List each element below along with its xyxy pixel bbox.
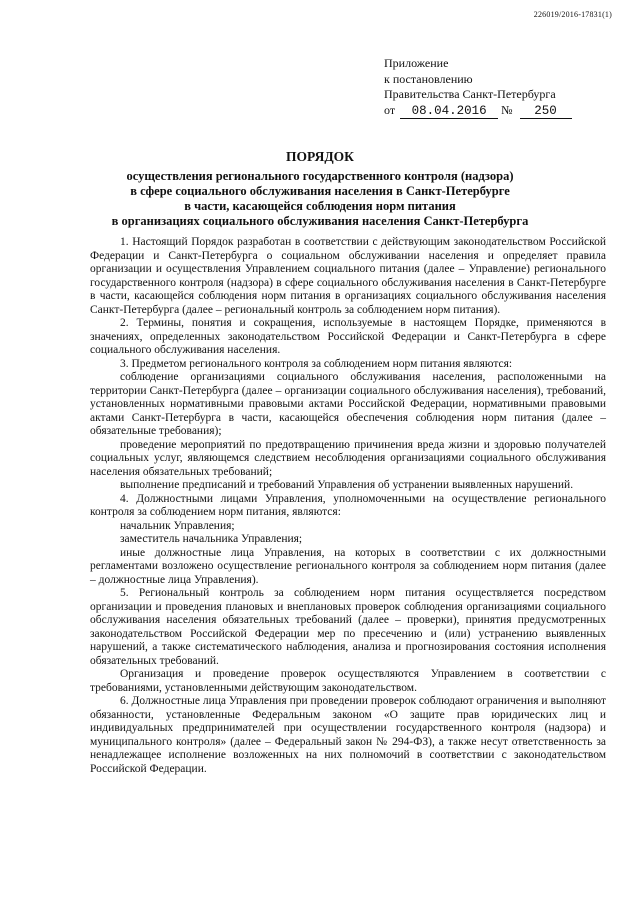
document-body <box>90 236 606 776</box>
paragraph-1: 1. Настоящий Порядок разработан в соответствии с действующим законодательством Российской Федерации и Санкт-Петербурга о социальном обслуживании населения и определяет правила организации и осуществления Управлением социального питания (далее – Управление) регионального государственного контроля (надзора) в сфере социального обслуживания населения в Санкт-Петербурге в части, касающейся соблюдения норм питания в организациях социального обслуживания населения Санкт-Петербурга (далее – региональный контроль за соблюдением норм питания). <box>90 236 606 316</box>
paragraph-6: 6. Должностные лица Управления при проведении проверок соблюдают ограничения и выполняют обязанности, установленные Федеральным законом «О защите прав юридических лиц и индивидуальных предпринимателей при осуществлении государственного контроля (надзора) и муниципального контроля» (далее – Федеральный закон № 294-ФЗ), а также несут ответственность за ненадлежащее исполнение возложенных на них полномочий в соответствии с законодательством Российской Федерации. <box>90 695 606 775</box>
paragraph-4: 4. Должностными лицами Управления, уполномоченными на осуществление регионального контроля за соблюдением норм питания, являются: <box>90 492 606 518</box>
title-line-4: в организациях социального обслуживания населения Санкт-Петербурга <box>111 214 529 228</box>
title-line-2: в сфере социального обслуживания населения в Санкт-Петербурге <box>130 184 510 198</box>
paragraph-5-continued: Организация и проведение проверок осуществляются Управлением в соответствии с требованиями, установленными действующим законодательством. <box>90 668 606 694</box>
resolution-date: 08.04.2016 <box>400 105 498 119</box>
paragraph-4-item-1: начальник Управления; <box>120 519 235 532</box>
paragraph-2: 2. Термины, понятия и сокращения, используемые в настоящем Порядке, применяются в значениях, определенных законодательством Российской Федерации и Санкт-Петербурга в сфере социального обслуживания населения. <box>90 317 606 356</box>
document-number: 226019/2016-17831(1) <box>533 10 612 19</box>
paragraph-5: 5. Региональный контроль за соблюдением норм питания осуществляется посредством организации и проведения плановых и внеплановых проверок соблюдения организациями социального обслуживания населения обязательных требований (далее – проверки), принятия предусмотренных законодательством Российской Федерации мер по пресечению и (или) устранению выявленных нарушений, а также систематического наблюдения, анализа и прогнозирования состояния исполнения обязательных требований. <box>90 587 606 667</box>
paragraph-3-item-2: проведение мероприятий по предотвращению причинения вреда жизни и здоровью получателей социальных услуг, являющемся следствием несоблюдения организациями социального обслуживания населения обязательных требований; <box>90 438 606 478</box>
appendix-line-3: Правительства Санкт-Петербурга <box>384 87 556 101</box>
title-line-3: в части, касающейся соблюдения норм питания <box>184 199 456 213</box>
appendix-block <box>384 56 572 119</box>
title-line-1: осуществления регионального государственного контроля (надзора) <box>126 169 514 183</box>
appendix-date-line <box>384 103 572 119</box>
paragraph-3: 3. Предметом регионального контроля за соблюдением норм питания являются: <box>120 357 513 370</box>
appendix-line-2: к постановлению <box>384 71 473 86</box>
title-main: ПОРЯДОК <box>286 149 354 164</box>
number-prefix: № <box>501 102 513 117</box>
paragraph-4-item-3: иные должностные лица Управления, на которых в соответствии с их должностными регламентами возложено осуществление регионального контроля за соблюдением норм питания (далее – должностные лица Управления). <box>90 546 606 586</box>
paragraph-4-item-2: заместитель начальника Управления; <box>120 533 303 545</box>
date-prefix: от <box>384 102 396 117</box>
paragraph-3-item-3: выполнение предписаний и требований Управления об устранении выявленных нарушений. <box>120 479 574 491</box>
paragraph-3-item-1: соблюдение организациями социального обслуживания населения, расположенными на территории Санкт-Петербурга (далее – организации социального обслуживания населения), требований, установленных нормативными правовыми актами Российской Федерации, нормативными правовыми актами Санкт-Петербурга в части, касающейся обеспечения соблюдения норм питания (далее – обязательные требования); <box>90 371 606 437</box>
document-title <box>0 149 640 229</box>
resolution-number: 250 <box>520 105 572 119</box>
appendix-line-1: Приложение <box>384 56 449 70</box>
